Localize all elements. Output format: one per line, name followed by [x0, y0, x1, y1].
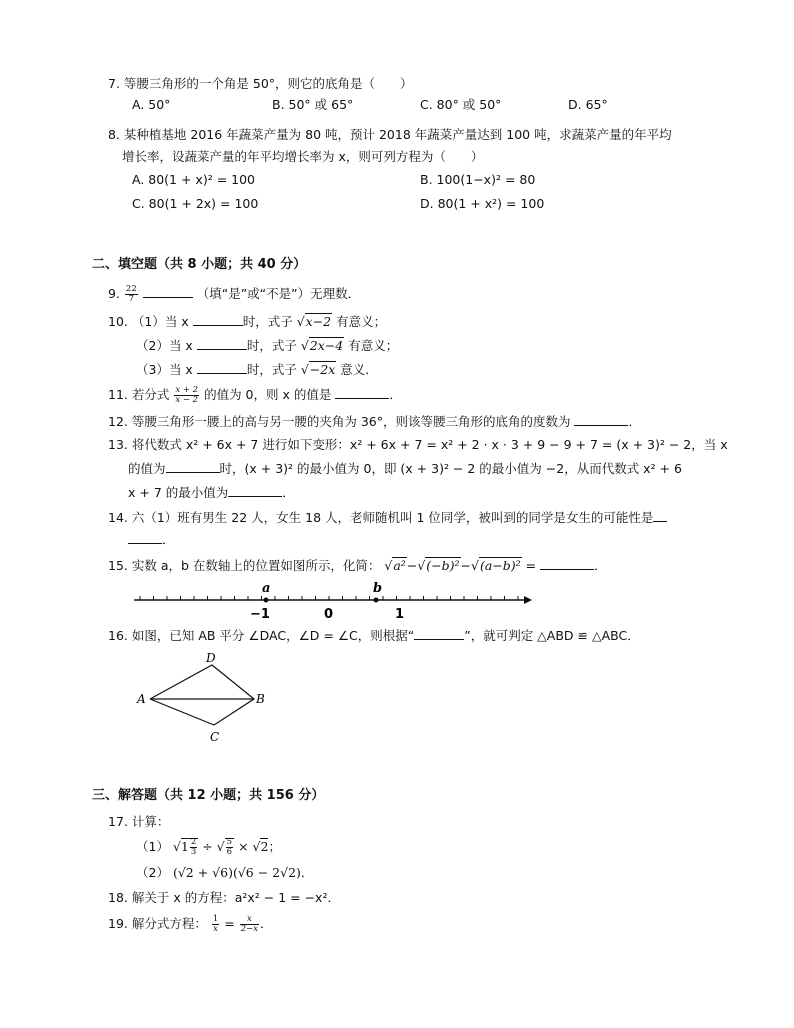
q16 [108, 626, 640, 645]
section2-title: 二、填空题（共 8 小题；共 40 分） [92, 257, 307, 272]
q19-lnum: 1 [212, 914, 219, 924]
q10-part3 [136, 360, 378, 379]
q15-answer-blank[interactable] [540, 556, 594, 570]
q14-line2 [128, 530, 175, 549]
q9-frac-num: 22 [125, 284, 137, 294]
q19-left-fraction [212, 915, 219, 934]
q10-part3-radicand: −2x [309, 362, 336, 377]
q14-end: ． [162, 532, 175, 547]
q11 [108, 385, 402, 405]
q12-answer-blank[interactable] [574, 412, 628, 426]
q15-radicand2: (−b)² [426, 558, 460, 573]
q10-part1-label: （1）当 x [131, 314, 189, 329]
q8-option-b: B. 100(1−x)² = 80 [420, 172, 536, 187]
q8-option-a: A. 80(1 + x)² = 100 [132, 172, 255, 187]
q11-frac-num: x + 2 [175, 385, 199, 395]
q14-blank-end[interactable] [128, 530, 162, 544]
q11-fraction [174, 386, 199, 405]
q10-number: 10. [108, 314, 128, 329]
q19-rnum: x [240, 915, 259, 925]
q15-radicand1: a² [393, 558, 406, 573]
q10-part3-mid: 时，式子 [246, 362, 297, 377]
q8-option-d: D. 80(1 + x²) = 100 [420, 196, 545, 211]
q7-option-c: C. 80° 或 50° [420, 97, 502, 112]
q17-part2-label: （2） [136, 865, 169, 880]
q13-line3 [128, 483, 295, 502]
q9 [108, 284, 360, 304]
q14-line1 [108, 508, 667, 527]
q17-part2 [136, 864, 313, 882]
vertex-label-a: A [137, 692, 146, 706]
q9-frac-den: 7 [128, 294, 135, 304]
point-a-label: a [262, 581, 271, 596]
q15-head: 15. 实数 a，b 在数轴上的位置如图所示，化简： [108, 558, 381, 573]
q15-radicand3: (a−b)² [479, 558, 521, 573]
quadrilateral-figure [132, 648, 282, 748]
q10-part2-radicand: 2x−4 [309, 338, 344, 353]
q13-blank2[interactable] [228, 483, 282, 497]
q16-answer-blank[interactable] [414, 626, 464, 640]
q7-stem: 7. 等腰三角形的一个角是 50°，则它的底角是（ ） [108, 76, 413, 91]
q18: 18. 解关于 x 的方程：a²x² − 1 = −x²． [108, 890, 340, 905]
q13-line1: 13. 将代数式 x² + 6x + 7 进行如下变形：x² + 6x + 7 = x² + 2 · x · 3 + 9 − 9 + 7 = (x + 3)² − 2，当 x [108, 437, 728, 452]
q9-fraction [125, 285, 138, 304]
q15: 15. 实数 a，b 在数轴上的位置如图所示，化简： √a²−√(−b)²−√(a−b)² = ． [108, 558, 607, 573]
q17-part2-expr: (√2 + √6)(√6 − 2√2)． [172, 865, 314, 880]
q10-part1-tail: 有意义； [336, 314, 387, 329]
vertex-label-c: C [210, 730, 220, 744]
q12-text: 12. 等腰三角形一腰上的高与另一腰的夹角为 36°，则该等腰三角形的底角的度数为 [108, 414, 571, 429]
q16-text: 16. 如图，已知 AB 平分 ∠DAC，∠D = ∠C，则根据“ [108, 628, 415, 643]
q8-option-c: C. 80(1 + 2x) = 100 [132, 196, 259, 211]
q19: 19. 解分式方程： $\frac{1}{x}$ = $\frac{x}{2-x}$ ． [108, 914, 273, 934]
q17-part1-label: （1） [136, 839, 169, 854]
q16-mid: ”，就可判定 △ABD ≌ △ABC． [464, 628, 640, 643]
q11-tail: 的值为 0，则 x 的值是 [204, 387, 332, 402]
q19-rden: 2−x [240, 924, 259, 934]
q11-head: 11. 若分式 [108, 387, 170, 402]
q17-head: 17. 计算： [108, 814, 170, 829]
q15-sqrt3: √(a−b)² [471, 558, 521, 573]
q19-lden: x [213, 924, 218, 934]
point-b-dot [374, 598, 379, 603]
q13-line2 [128, 459, 682, 478]
q10-part2-tail: 有意义； [348, 338, 399, 353]
q9-tail: （填“是”或“不是”）无理数． [196, 286, 361, 301]
q10-part1-blank[interactable] [193, 312, 243, 326]
q14-blank-start[interactable] [653, 508, 667, 522]
point-a-dot [264, 598, 269, 603]
q10-part1-mid: 时，式子 [242, 314, 293, 329]
section3-title: 三、解答题（共 12 小题；共 156 分） [92, 788, 325, 803]
q13-line2-b: 时，(x + 3)² 的最小值为 0，即 (x + 3)² − 2 的最小值为 −2，从而代数式 x² + 6 [219, 461, 682, 476]
q10-part1-radicand: x−2 [305, 314, 332, 329]
vertex-label-b: B [256, 692, 265, 706]
q7-option-b: B. 50° 或 65° [272, 97, 354, 112]
q8-stem-line1: 8. 某种植基地 2016 年蔬菜产量为 80 吨，预计 2018 年蔬菜产量达到 100 吨，求蔬菜产量的年平均 [108, 127, 672, 142]
q10-part2-sqrt: √2x−4 [300, 338, 344, 353]
q14-text: 14. 六（1）班有男生 22 人，女生 18 人，老师随机叫 1 位同学，被叫到的同学是女生的可能性是 [108, 510, 654, 525]
q10-part3-label: （3）当 x [136, 362, 193, 377]
q11-frac-den: x − 2 [175, 395, 199, 405]
q10-part2 [136, 336, 398, 355]
q10-part3-tail: 意义． [340, 362, 378, 377]
q13-line3-b: ． [282, 485, 295, 500]
q7-option-d: D. 65° [568, 97, 608, 112]
quadrilateral-outline [150, 665, 254, 725]
q15-eq: = [525, 558, 537, 573]
q19-end: ． [260, 916, 273, 931]
q9-number: 9. [108, 286, 120, 301]
q15-end: ． [594, 558, 607, 573]
number-line [128, 578, 538, 626]
q15-sqrt2: √(−b)² [417, 558, 460, 573]
q17-part1-expr: √1 $\frac{2}{3}$ ÷ √ $\frac{5}{6}$ × √2； [172, 837, 281, 857]
q17-part1 [136, 838, 281, 857]
q10-part1-sqrt: √x−2 [296, 314, 332, 329]
q12-end: ． [628, 414, 641, 429]
q9-answer-blank[interactable] [143, 284, 193, 298]
q13-blank1[interactable] [166, 459, 220, 473]
q11-answer-blank[interactable] [335, 385, 389, 399]
q8-stem-line2: 增长率，设蔬菜产量的年平均增长率为 x，则可列方程为（ ） [122, 149, 484, 164]
q11-end: ． [389, 387, 402, 402]
number-line-arrow [524, 596, 532, 604]
q13-line3-a: x + 7 的最小值为 [128, 485, 229, 500]
tick-label-0: 0 [324, 607, 334, 622]
q10-part2-blank[interactable] [197, 336, 247, 350]
vertex-label-d: D [206, 651, 216, 665]
q10-part3-blank[interactable] [197, 360, 247, 374]
q19-head: 19. 解分式方程： [108, 916, 207, 931]
q15-sqrt1: √a² [384, 558, 406, 573]
q13-line2-a: 的值为 [128, 461, 166, 476]
q12 [108, 412, 641, 431]
q10-part1 [108, 312, 386, 331]
tick-label-1: 1 [395, 607, 405, 622]
q19-right-fraction [240, 915, 259, 934]
q10-part2-label: （2）当 x [136, 338, 193, 353]
point-b-label: b [373, 581, 383, 596]
q10-part2-mid: 时，式子 [246, 338, 297, 353]
q10-part3-sqrt: √−2x [300, 362, 336, 377]
tick-label-neg1: −1 [250, 607, 270, 622]
q7-option-a: A. 50° [132, 97, 171, 112]
